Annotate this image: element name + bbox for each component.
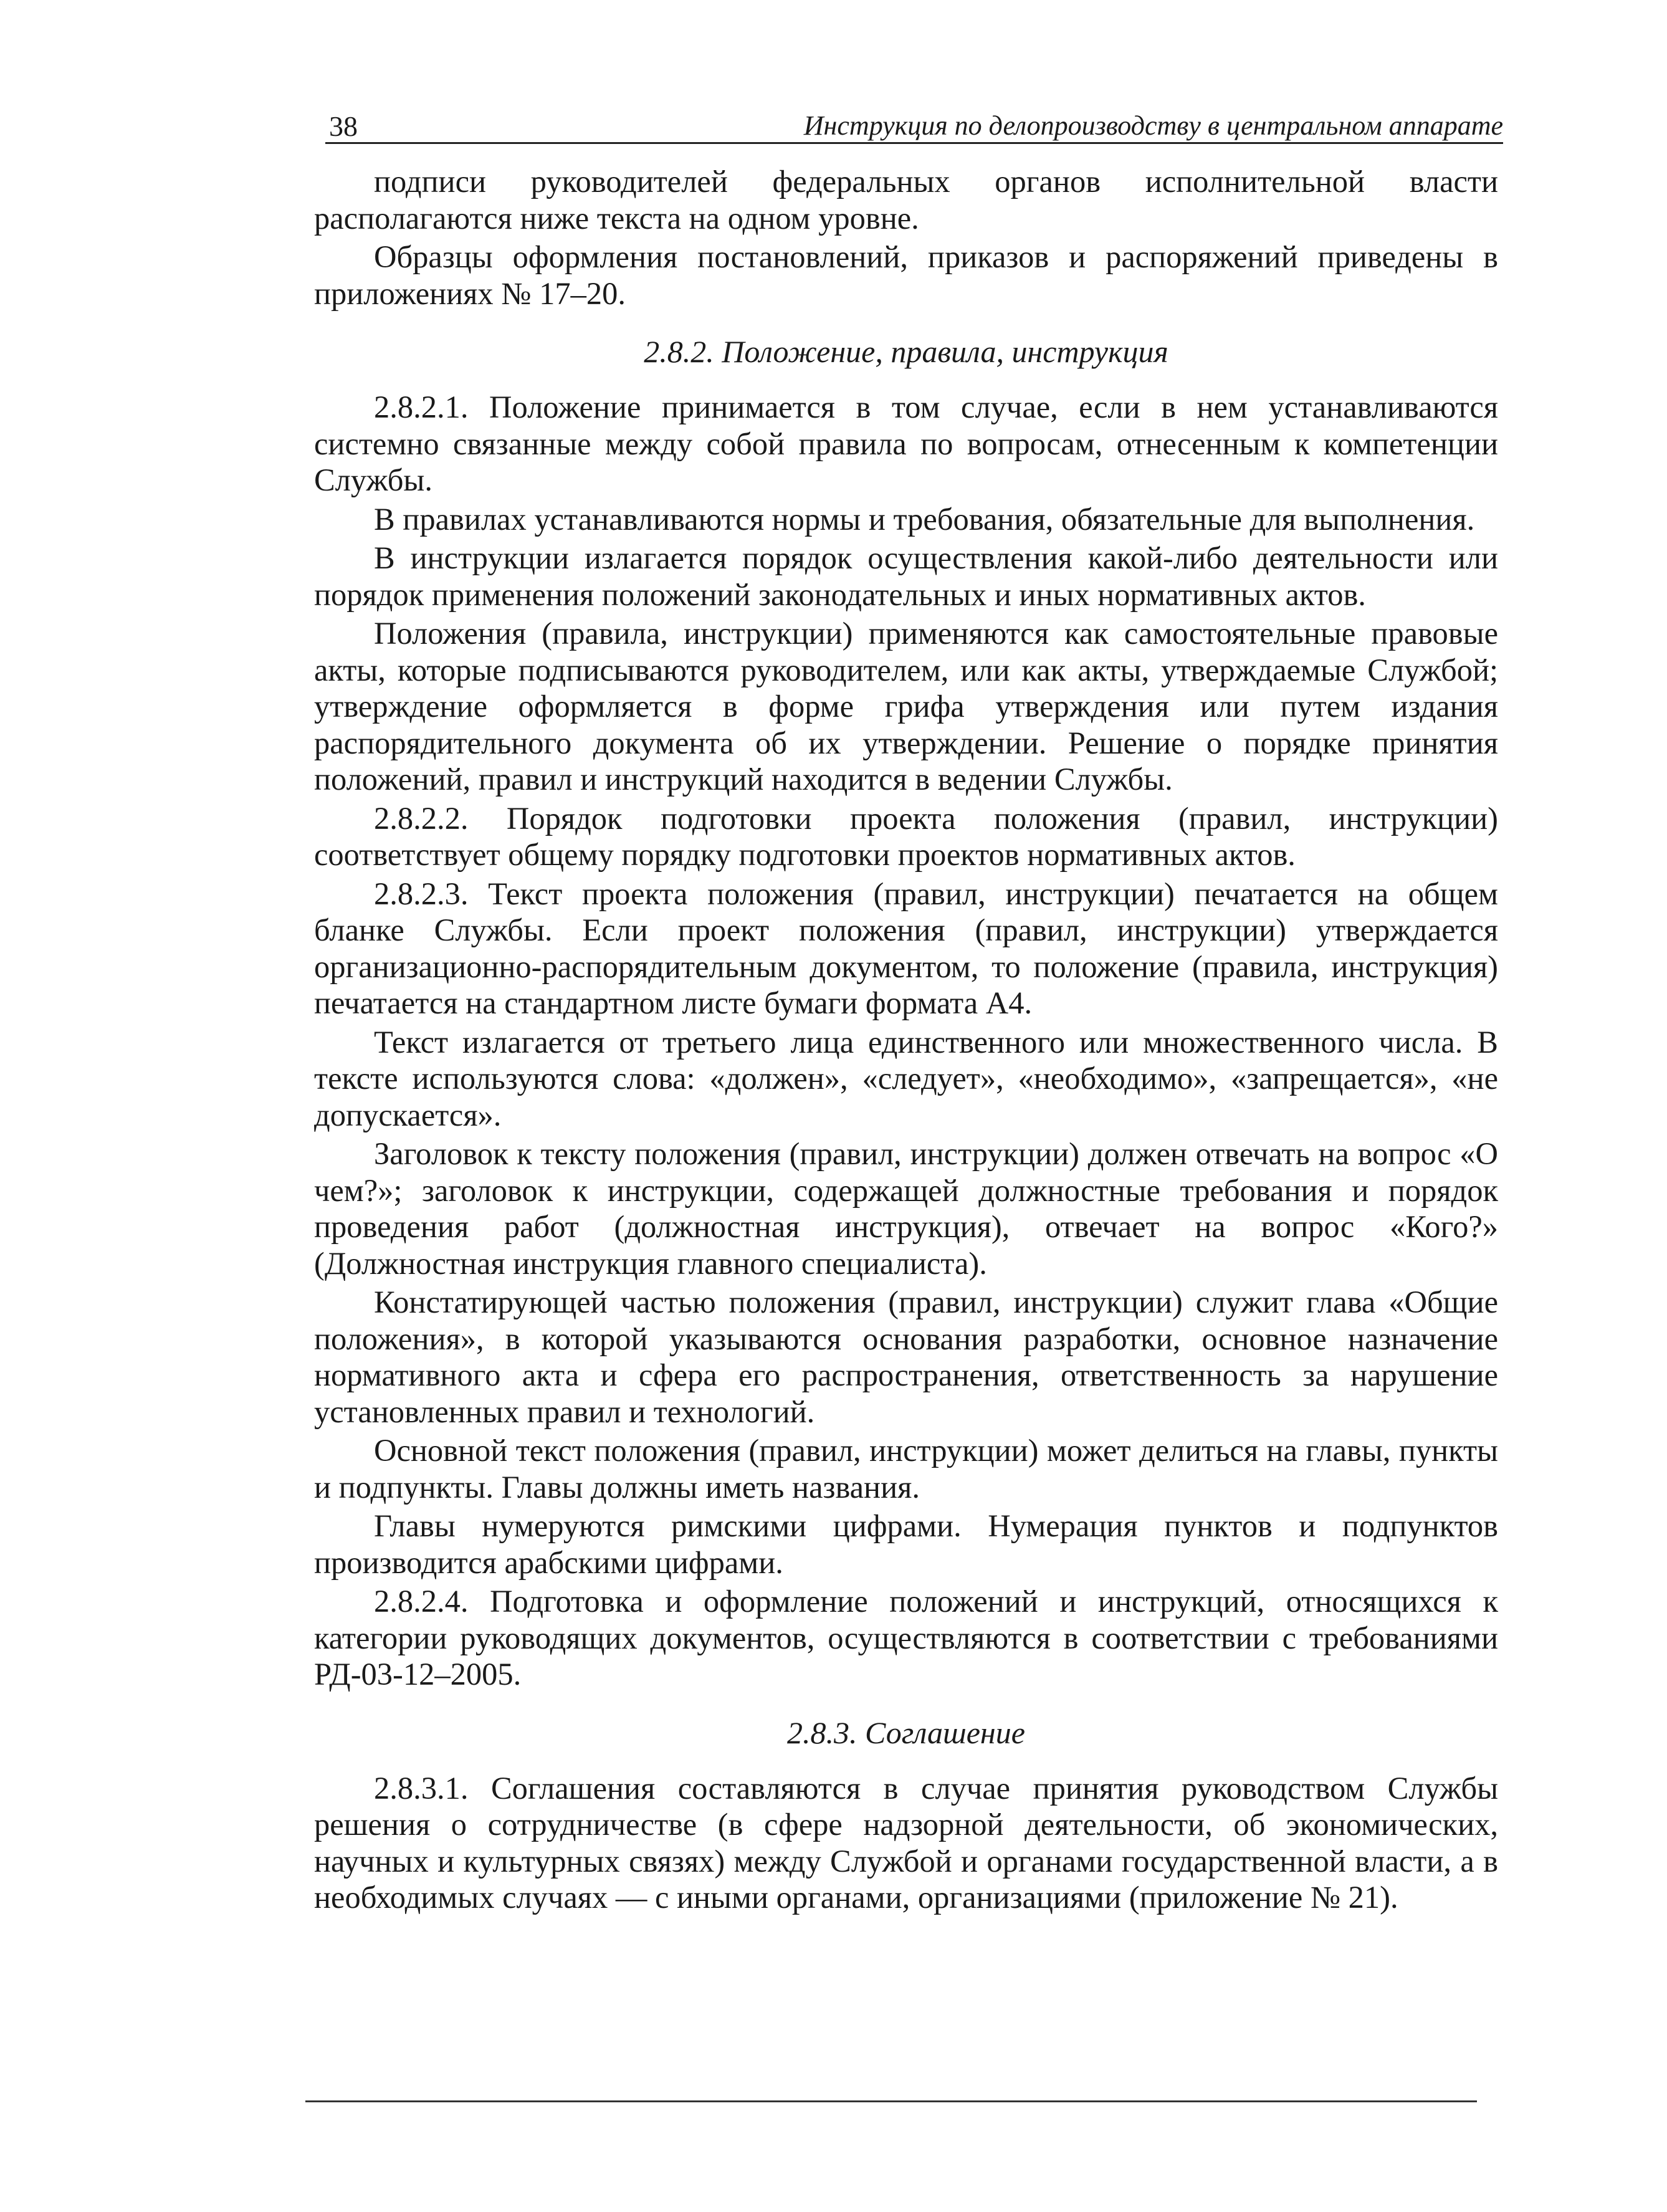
bottom-rule [305, 2100, 1477, 2102]
paragraph: Заголовок к тексту положения (правил, инструкции) должен отвечать на вопрос «О чем?»; заголовок к инструкции, содержащей должностные требования и порядок проведения работ (должностная инструкция), отвечает на вопрос «Кого?» (Должностная инструкция главного специалиста). [314, 1136, 1498, 1281]
document-body [314, 163, 1498, 1918]
paragraph: Основной текст положения (правил, инструкции) может делиться на главы, пункты и подпункты. Главы должны иметь названия. [314, 1433, 1498, 1505]
section-heading-2-8-2: 2.8.2. Положение, правила, инструкция [644, 334, 1168, 369]
paragraph: 2.8.3.1. Соглашения составляются в случае принятия руководством Службы решения о сотрудничестве (в сфере надзорной деятельности, об экономических, научных и культурных связях) между Службой и органами государственной власти, а в необходимых случаях — с иными органами, организациями (приложение № 21). [314, 1770, 1498, 1915]
paragraph: Образцы оформления постановлений, приказов и распоряжений приведены в приложениях № 17–20. [314, 239, 1498, 311]
paragraph: В инструкции излагается порядок осуществления какой-либо деятельности или порядок применения положений законодательных и иных нормативных актов. [314, 540, 1498, 612]
paragraph: Положения (правила, инструкции) применяются как самостоятельные правовые акты, которые подписываются руководителем, или как акты, утверждаемые Службой; утверждение оформляется в форме грифа утверждения или путем издания распорядительного документа об их утверждении. Решение о порядке принятия положений, правил и инструкций находится в ведении Службы. [314, 616, 1498, 797]
paragraph: 2.8.2.4. Подготовка и оформление положений и инструкций, относящихся к категории руководящих документов, осуществляются в соответствии с требованиями РД-03-12–2005. [314, 1584, 1498, 1692]
paragraph: В правилах устанавливаются нормы и требования, обязательные для выполнения. [374, 501, 1475, 537]
page-header [325, 103, 1503, 144]
paragraph: Главы нумеруются римскими цифрами. Нумерация пунктов и подпунктов производится арабскими цифрами. [314, 1508, 1498, 1580]
paragraph: подписи руководителей федеральных органов исполнительной власти располагаются ниже текста на одном уровне. [314, 164, 1498, 236]
paragraph: Текст излагается от третьего лица единственного или множественного числа. В тексте используются слова: «должен», «следует», «необходимо», «запрещается», «не допускается». [314, 1024, 1498, 1132]
paragraph: Констатирующей частью положения (правил, инструкции) служит глава «Общие положения», в которой указываются основания разработки, основное назначение нормативного акта и сфера его распространения, ответственность за нарушение установленных правил и технологий. [314, 1285, 1498, 1429]
section-heading-2-8-3: 2.8.3. Соглашение [787, 1715, 1025, 1750]
paragraph: 2.8.2.3. Текст проекта положения (правил, инструкции) печатается на общем бланке Службы. Если проект положения (правил, инструкции) утверждается организационно-распорядительным документом, то положение (правила, инструкция) печатается на стандартном листе бумаги формата А4. [314, 876, 1498, 1020]
page-number: 38 [329, 110, 358, 142]
paragraph: 2.8.2.1. Положение принимается в том случае, если в нем устанавливаются системно связанные между собой правила по вопросам, отнесенным к компетенции Службы. [314, 390, 1498, 497]
paragraph: 2.8.2.2. Порядок подготовки проекта положения (правил, инструкции) соответствует общему порядку подготовки проектов нормативных актов. [314, 800, 1498, 872]
running-title: Инструкция по делопроизводству в центральном аппарате [803, 110, 1503, 141]
